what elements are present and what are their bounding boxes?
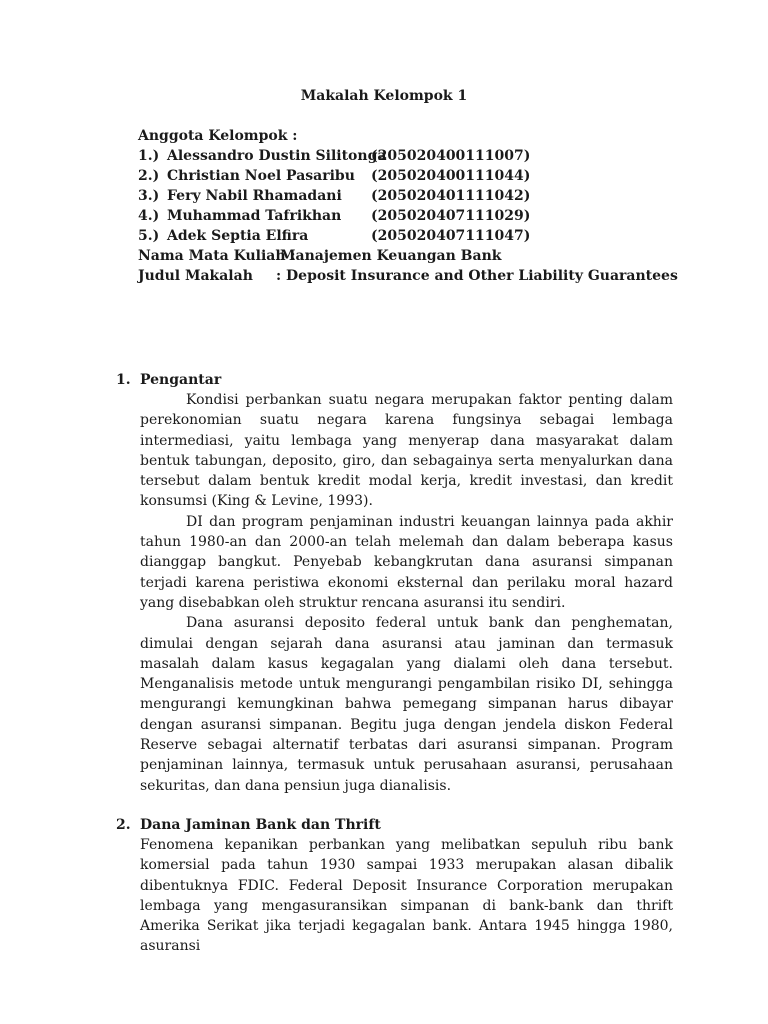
member-name: Muhammad Tafrikhan xyxy=(167,208,342,224)
section-heading xyxy=(0,370,768,390)
member-number: 4.) xyxy=(138,208,160,224)
member-row xyxy=(138,166,698,186)
section-title: Dana Jaminan Bank dan Thrift xyxy=(140,817,381,833)
course-row xyxy=(138,246,698,266)
section-heading xyxy=(0,815,768,835)
section-pengantar xyxy=(0,370,768,796)
paragraph: Kondisi perbankan suatu negara merupakan faktor penting dalam perekonomian suatu negara karena fungsinya sebagai lembaga intermediasi, yaitu lembaga yang menyerap dana masyarakat dalam bentuk tabungan, deposito, giro, dan sebagainya serta menyalurkan dana tersebut dalam bentuk kredit modal kerja, kredit investasi, dan kredit konsumsi (King & Levine, 1993). xyxy=(140,392,673,510)
member-nim: (205020407111047) xyxy=(371,228,531,244)
member-number: 5.) xyxy=(138,228,160,244)
member-name: Adek Septia Elfira xyxy=(167,228,309,244)
member-nim: (205020400111044) xyxy=(371,168,531,184)
group-info xyxy=(138,126,698,286)
course-value: Manajemen Keuangan Bank xyxy=(280,248,502,264)
paper-title-row xyxy=(138,266,698,286)
paper-title-label: Judul Makalah xyxy=(138,268,253,284)
section-number: 2. xyxy=(116,817,131,833)
section-title: Pengantar xyxy=(140,372,222,388)
paragraph: DI dan program penjaminan industri keuangan lainnya pada akhir tahun 1980-an dan 2000-an telah melemah dan dalam beberapa kasus dianggap bangkut. Penyebab kebangkrutan dana asuransi simpanan terjadi karena peristiwa ekonomi eksternal dan perilaku moral hazard yang disebabkan oleh struktur rencana asuransi itu sendiri. xyxy=(140,513,673,611)
member-row xyxy=(138,206,698,226)
member-name: Alessandro Dustin Silitonga xyxy=(167,148,387,164)
paper-title-value: : Deposit Insurance and Other Liability Guarantees xyxy=(276,268,678,284)
paragraph: Fenomena kepanikan perbankan yang melibatkan sepuluh ribu bank komersial pada tahun 1930 sampai 1933 merupakan alasan dibalik dibentuknya FDIC. Federal Deposit Insurance Corporation merupakan lembaga yang mengasuransikan simpanan di bank-bank dan thrift Amerika Serikat jika terjadi kegagalan bank. Antara 1945 hingga 1980, asuransi xyxy=(140,837,673,955)
paragraph: Dana asuransi deposito federal untuk bank dan penghematan, dimulai dengan sejarah dana asuransi atau jaminan dan termasuk masalah dalam kasus kegagalan yang dialami oleh dana tersebut. Menganalisis metode untuk mengurangi pengambilan risiko DI, sehingga mengurangi kemungkinan bahwa pemegang simpanan harus dibayar dengan asuransi simpanan. Begitu juga dengan jendela diskon Federal Reserve sebagai alternatif terbatas dari asuransi simpanan. Program penjaminan lainnya, termasuk untuk perusahaan asuransi, perusahaan sekuritas, dan dana pensiun juga dianalisis. xyxy=(140,615,673,794)
member-nim: (205020407111029) xyxy=(371,208,531,224)
member-row xyxy=(138,226,698,246)
course-label: Nama Mata Kuliah : xyxy=(138,248,296,264)
member-number: 2.) xyxy=(138,168,160,184)
member-row xyxy=(138,146,698,166)
member-name: Christian Noel Pasaribu xyxy=(167,168,355,184)
member-row xyxy=(138,186,698,206)
members-heading: Anggota Kelompok : xyxy=(138,128,298,144)
member-number: 1.) xyxy=(138,148,160,164)
section-number: 1. xyxy=(116,372,131,388)
member-number: 3.) xyxy=(138,188,160,204)
document-title: Makalah Kelompok 1 xyxy=(300,88,468,104)
member-name: Fery Nabil Rhamadani xyxy=(167,188,342,204)
section-dana-jaminan xyxy=(0,815,768,957)
member-nim: (205020400111007) xyxy=(371,148,531,164)
member-nim: (205020401111042) xyxy=(371,188,531,204)
